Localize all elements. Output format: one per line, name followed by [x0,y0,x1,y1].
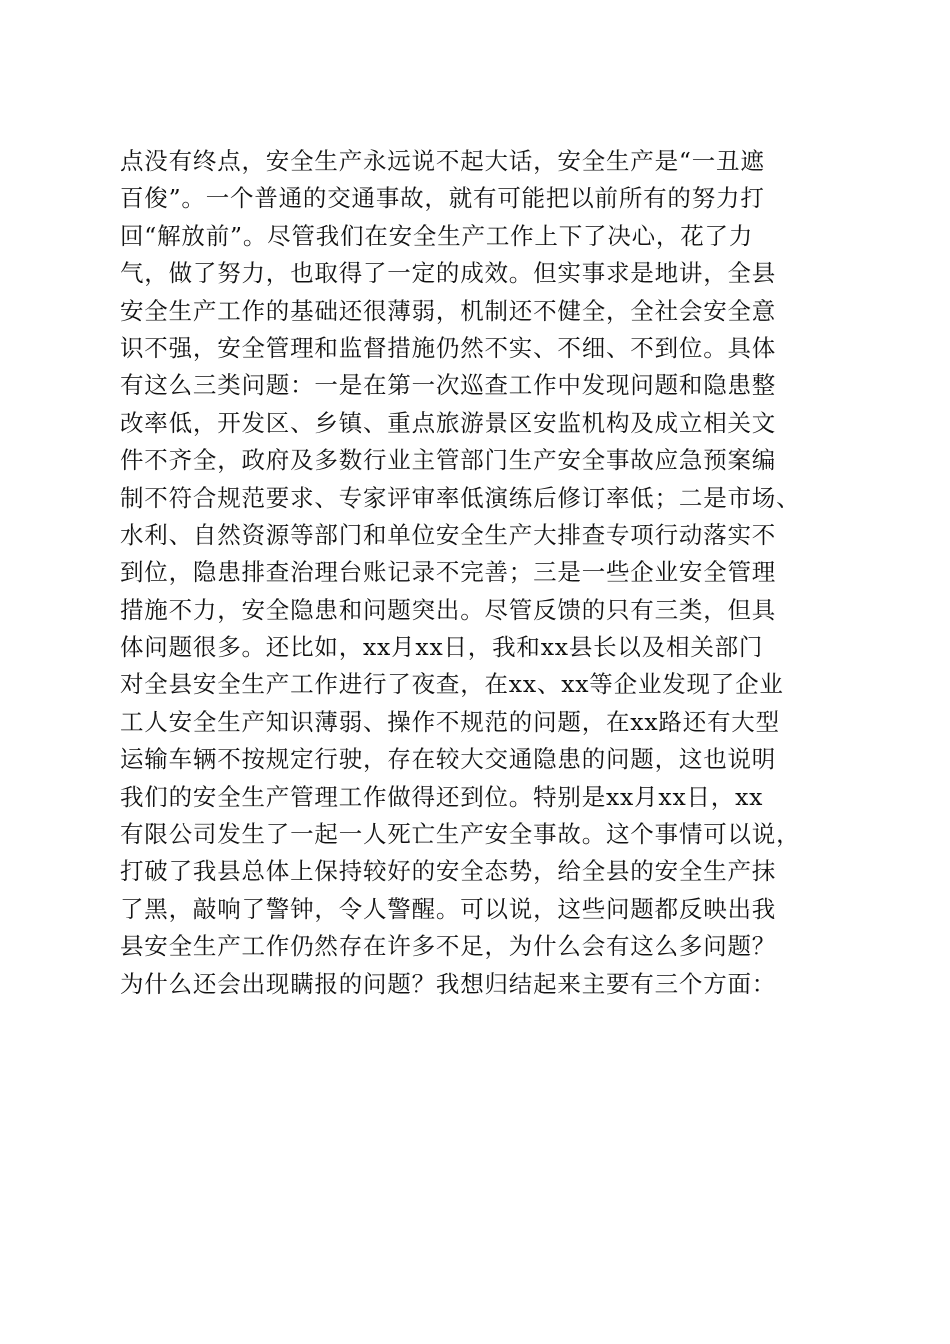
text-line: 体问题很多。还比如，xx月xx日，我和xx县长以及相关部门 [120,633,764,662]
text-line: 点没有终点，安全生产永远说不起大话，安全生产是“一丑遮 [120,147,765,175]
text-line: 回“解放前”。尽管我们在安全生产工作上下了决心，花了力 [120,221,754,250]
text-line: 件不齐全，政府及多数行业主管部门生产安全事故应急预案编 [120,446,777,475]
text-line: 措施不力，安全隐患和问题突出。尽管反馈的只有三类，但具 [120,595,777,624]
text-line: 百俊”。一个普通的交通事故，就有可能把以前所有的努力打 [120,184,765,213]
text-line: 我们的安全生产管理工作做得还到位。特别是xx月xx日，xx [120,782,764,811]
text-line: 制不符合规范要求、专家评审率低演练后修订率低；二是市场、 [120,483,801,512]
text-line: 到位，隐患排查治理台账记录不完善；三是一些企业安全管理 [120,558,777,587]
text-line: 水利、自然资源等部门和单位安全生产大排查专项行动落实不 [120,520,777,549]
text-line: 县安全生产工作仍然存在许多不足，为什么会有这么多问题？ [120,932,777,961]
text-line: 有这么三类问题：一是在第一次巡查工作中发现问题和隐患整 [120,371,777,400]
text-line: 识不强，安全管理和监督措施仍然不实、不细、不到位。具体 [120,333,777,362]
body-paragraph [120,143,840,1003]
text-line: 运输车辆不按规定行驶，存在较大交通隐患的问题，这也说明 [120,745,777,774]
text-line: 有限公司发生了一起一人死亡生产安全事故。这个事情可以说， [120,820,801,849]
text-line: 改率低，开发区、乡镇、重点旅游景区安监机构及成立相关文 [120,408,777,437]
text-line: 为什么还会出现瞒报的问题？我想归结起来主要有三个方面： [120,969,777,998]
text-line: 了黑，敲响了警钟，令人警醒。可以说，这些问题都反映出我 [120,894,777,923]
text-line: 打破了我县总体上保持较好的安全态势，给全县的安全生产抹 [120,857,777,886]
text-line: 工人安全生产知识薄弱、操作不规范的问题，在xx路还有大型 [120,707,780,736]
text-line: 安全生产工作的基础还很薄弱，机制还不健全，全社会安全意 [120,296,777,325]
text-line: 对全县安全生产工作进行了夜查，在xx、xx等企业发现了企业 [120,670,784,699]
text-line: 气，做了努力，也取得了一定的成效。但实事求是地讲，全县 [120,259,777,288]
